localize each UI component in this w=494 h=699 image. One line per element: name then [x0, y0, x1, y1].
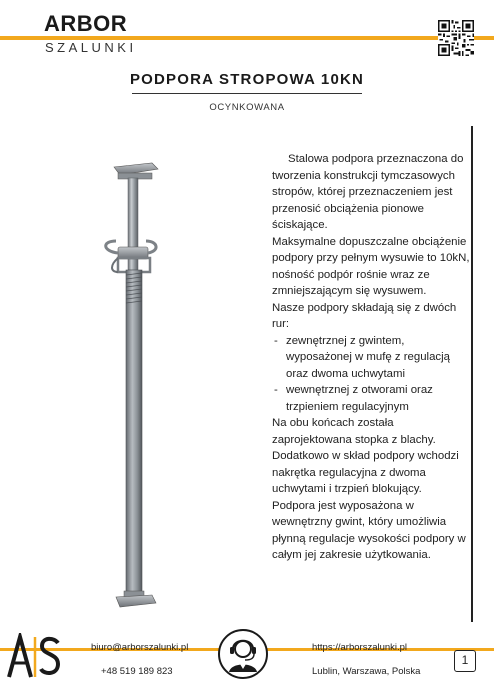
as-logo-icon: [6, 633, 62, 679]
product-subtitle: OCYNKOWANA: [209, 102, 285, 113]
website-link[interactable]: https://arborszalunki.pl: [312, 642, 408, 653]
description-paragraph-5: Dodatkowo w skład podpory wchodzi nakrętka regulacyjna z dwoma uchwytami i trzpień blokujący.: [272, 450, 459, 495]
list-item: - wewnętrznej z otworami oraz trzpieniem regulacyjnym: [274, 384, 433, 413]
product-description: [272, 151, 470, 564]
list-item: - zewnętrznej z gwintem, wyposażonej w mufę z regulacją oraz dwoma uchwytami: [274, 334, 450, 380]
contact-phone[interactable]: +48 519 189 823: [101, 666, 173, 677]
brand-name: ARBOR: [44, 11, 128, 36]
page-number-badge: 1: [454, 650, 476, 672]
description-paragraph-4: Na obu końcach została zaprojektowana stopka z blachy.: [272, 417, 436, 446]
tube-list: [272, 333, 470, 416]
description-paragraph-6: Podpora jest wyposażona w wewnętrzny gwint, który umożliwia płynną regulacje wysokości podpory w całym jej zakresie użytkowania.: [272, 499, 466, 561]
product-title: PODPORA STROPOWA 10KN: [129, 71, 365, 88]
contact-email[interactable]: biuro@arborszalunki.pl: [91, 642, 189, 653]
office-locations: Lublin, Warszawa, Polska: [312, 666, 421, 677]
description-paragraph-1: Stalowa podpora przeznaczona do tworzenia konstrukcji tymczasowych stropów, której przeznaczeniem jest przenosić obciążenia pionowe ściskające.: [272, 153, 464, 231]
description-paragraph-3: Nasze podpory składają się z dwóch rur:: [272, 301, 457, 330]
brand-subtitle: SZALUNKI: [45, 40, 137, 55]
title-underline: [132, 93, 362, 94]
customer-support-icon: [217, 628, 269, 680]
shoring-prop-illustration: [30, 145, 230, 625]
description-side-rule: [471, 126, 473, 622]
qr-code-icon: [438, 20, 474, 56]
description-paragraph-2: Maksymalne dopuszczalne obciążenie podpory przy pełnym wysuwie to 10kN, nośność podpór rośnie wraz ze zmniejszającym się wysuwem.: [272, 235, 470, 297]
